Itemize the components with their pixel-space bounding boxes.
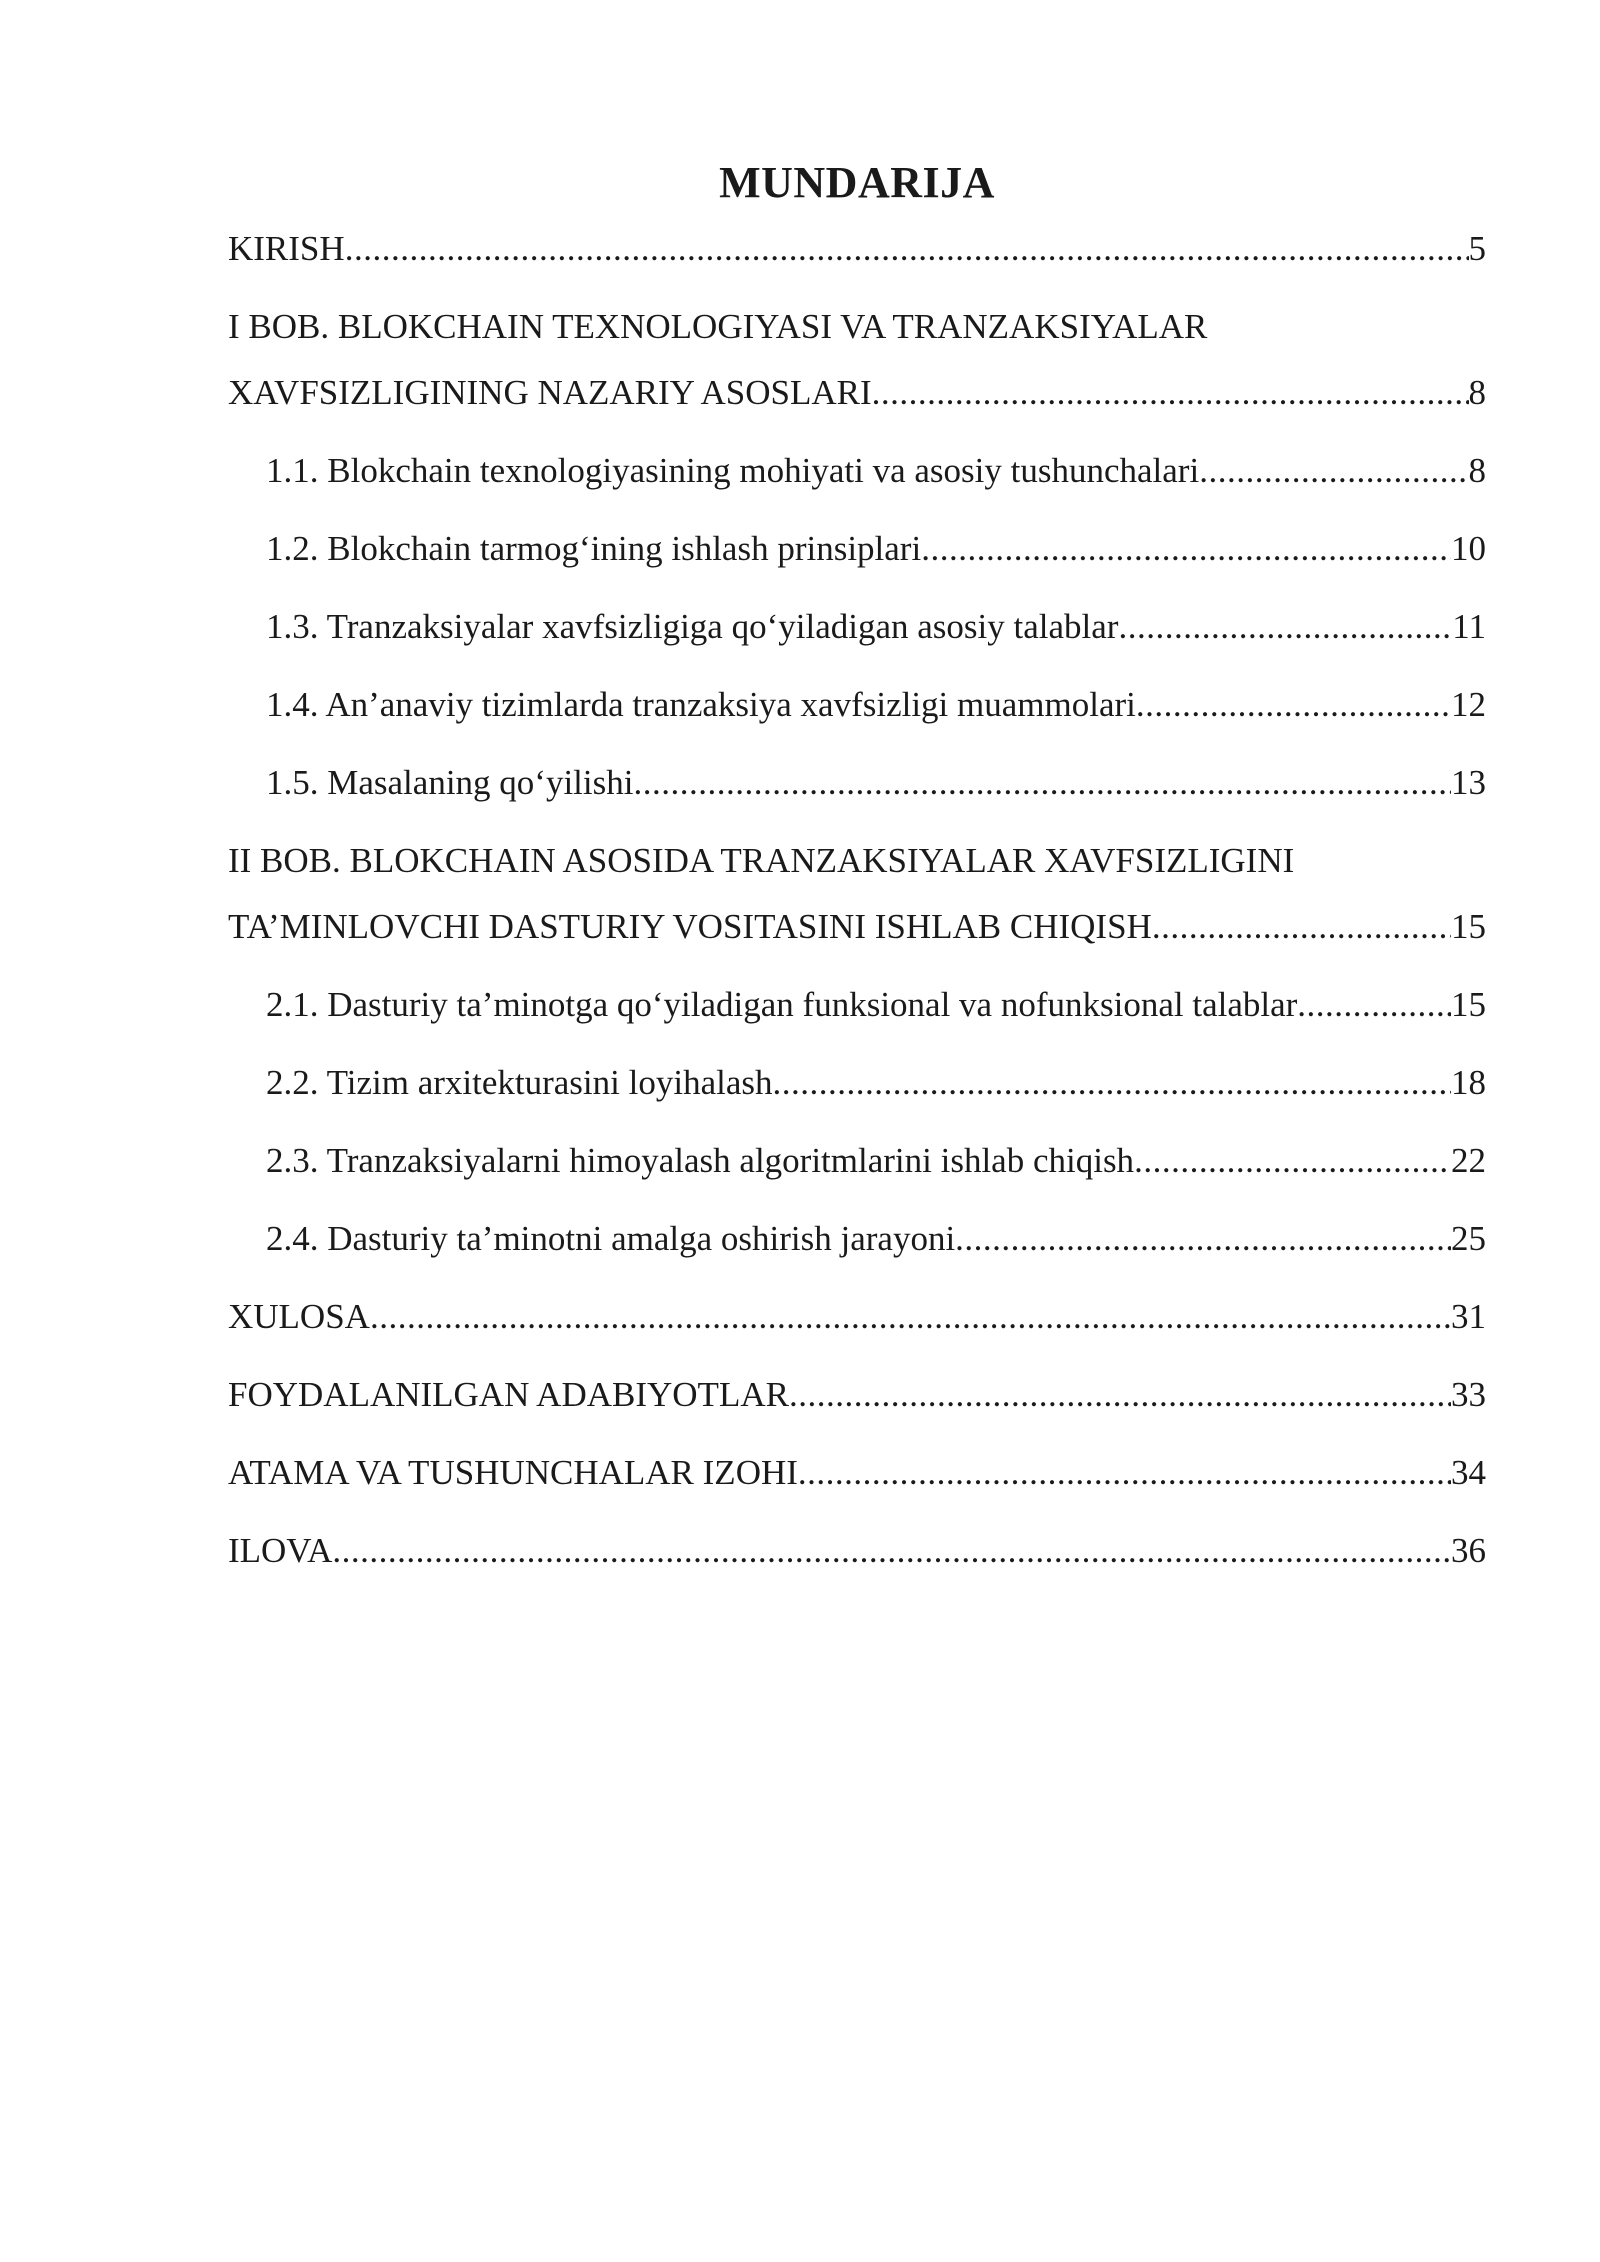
toc-entry-label: 2.2. Tizim arxitekturasini loyihalash bbox=[266, 1063, 773, 1102]
toc-dot-leader bbox=[633, 750, 1451, 816]
toc-entry-label: ATAMA VA TUSHUNCHALAR IZOHI bbox=[228, 1453, 798, 1492]
toc-page-number: 31 bbox=[1451, 1297, 1486, 1336]
toc-dot-leader bbox=[370, 1284, 1451, 1350]
toc-entry-2-4[interactable] bbox=[228, 1206, 1486, 1272]
toc-entry-label: FOYDALANILGAN ADABIYOTLAR bbox=[228, 1375, 789, 1414]
toc-entry-label: 1.2. Blokchain tarmog‘ining ishlash prinsiplari bbox=[266, 529, 922, 568]
toc-dot-leader bbox=[798, 1440, 1451, 1506]
toc-page-number: 15 bbox=[1451, 907, 1486, 946]
toc-entry-label: 1.4. An’anaviy tizimlarda tranzaksiya xavfsizligi muammolari bbox=[266, 685, 1136, 724]
toc-page-number: 13 bbox=[1451, 763, 1486, 802]
toc-page-number: 15 bbox=[1451, 985, 1486, 1024]
toc-entry-chapter-1[interactable] bbox=[228, 294, 1486, 426]
toc-entry-2-3[interactable] bbox=[228, 1128, 1486, 1194]
toc-dot-leader bbox=[1136, 672, 1451, 738]
toc-dot-leader bbox=[1199, 438, 1468, 504]
toc-entry-label-line1: II BOB. BLOKCHAIN ASOSIDA TRANZAKSIYALAR XAVFSIZLIGINI bbox=[228, 841, 1295, 880]
toc-page-number: 11 bbox=[1452, 607, 1486, 646]
toc-dot-leader bbox=[1297, 972, 1451, 1038]
toc-entry-label: 1.1. Blokchain texnologiyasining mohiyati va asosiy tushunchalari bbox=[266, 451, 1200, 490]
toc-page-number: 12 bbox=[1451, 685, 1486, 724]
toc-page-number: 5 bbox=[1468, 229, 1486, 268]
toc-dot-leader bbox=[345, 216, 1469, 282]
toc-dot-leader bbox=[332, 1518, 1451, 1584]
toc-entry-label: 1.3. Tranzaksiyalar xavfsizligiga qo‘yiladigan asosiy talablar bbox=[266, 607, 1119, 646]
toc-entry-ilova[interactable] bbox=[228, 1518, 1486, 1584]
toc-entry-label: XULOSA bbox=[228, 1297, 370, 1336]
toc-page-number: 25 bbox=[1451, 1219, 1486, 1258]
toc-page-number: 34 bbox=[1451, 1453, 1486, 1492]
toc-entry-1-3[interactable] bbox=[228, 594, 1486, 660]
toc-entry-adabiyotlar[interactable] bbox=[228, 1362, 1486, 1428]
table-of-contents bbox=[228, 216, 1486, 1584]
toc-entry-1-4[interactable] bbox=[228, 672, 1486, 738]
toc-page-number: 8 bbox=[1468, 373, 1486, 412]
toc-entry-2-1[interactable] bbox=[228, 972, 1486, 1038]
toc-page-number: 33 bbox=[1451, 1375, 1486, 1414]
toc-dot-leader bbox=[1152, 894, 1451, 960]
toc-dot-leader bbox=[921, 516, 1451, 582]
toc-entry-1-5[interactable] bbox=[228, 750, 1486, 816]
toc-entry-2-2[interactable] bbox=[228, 1050, 1486, 1116]
toc-entry-label: 2.1. Dasturiy ta’minotga qo‘yiladigan funksional va nofunksional talablar bbox=[266, 985, 1298, 1024]
toc-entry-label: 2.3. Tranzaksiyalarni himoyalash algoritmlarini ishlab chiqish bbox=[266, 1141, 1135, 1180]
document-page bbox=[228, 150, 1486, 1584]
toc-dot-leader bbox=[773, 1050, 1452, 1116]
toc-entry-1-2[interactable] bbox=[228, 516, 1486, 582]
toc-dot-leader bbox=[955, 1206, 1451, 1272]
toc-entry-label: 2.4. Dasturiy ta’minotni amalga oshirish jarayoni bbox=[266, 1219, 956, 1258]
toc-dot-leader bbox=[1118, 594, 1452, 660]
toc-dot-leader bbox=[872, 360, 1469, 426]
toc-entry-1-1[interactable] bbox=[228, 438, 1486, 504]
toc-page-number: 22 bbox=[1451, 1141, 1486, 1180]
toc-entry-label-line1: I BOB. BLOKCHAIN TEXNOLOGIYASI VA TRANZAKSIYALAR bbox=[228, 307, 1208, 346]
toc-entry-label: ILOVA bbox=[228, 1531, 333, 1570]
page-title: MUNDARIJA bbox=[719, 158, 995, 207]
toc-entry-chapter-2[interactable] bbox=[228, 828, 1486, 960]
toc-dot-leader bbox=[789, 1362, 1451, 1428]
toc-page-number: 36 bbox=[1451, 1531, 1486, 1570]
toc-dot-leader bbox=[1134, 1128, 1451, 1194]
toc-page-number: 8 bbox=[1468, 451, 1486, 490]
toc-page-number: 18 bbox=[1451, 1063, 1486, 1102]
toc-entry-xulosa[interactable] bbox=[228, 1284, 1486, 1350]
toc-entry-kirish[interactable] bbox=[228, 216, 1486, 282]
toc-entry-label: 1.5. Masalaning qo‘yilishi bbox=[266, 763, 634, 802]
toc-entry-izohi[interactable] bbox=[228, 1440, 1486, 1506]
toc-entry-label: KIRISH bbox=[228, 229, 345, 268]
toc-entry-label: XAVFSIZLIGINING NAZARIY ASOSLARI bbox=[228, 373, 872, 412]
toc-entry-label: TA’MINLOVCHI DASTURIY VOSITASINI ISHLAB CHIQISH bbox=[228, 907, 1152, 946]
toc-page-number: 10 bbox=[1451, 529, 1486, 568]
